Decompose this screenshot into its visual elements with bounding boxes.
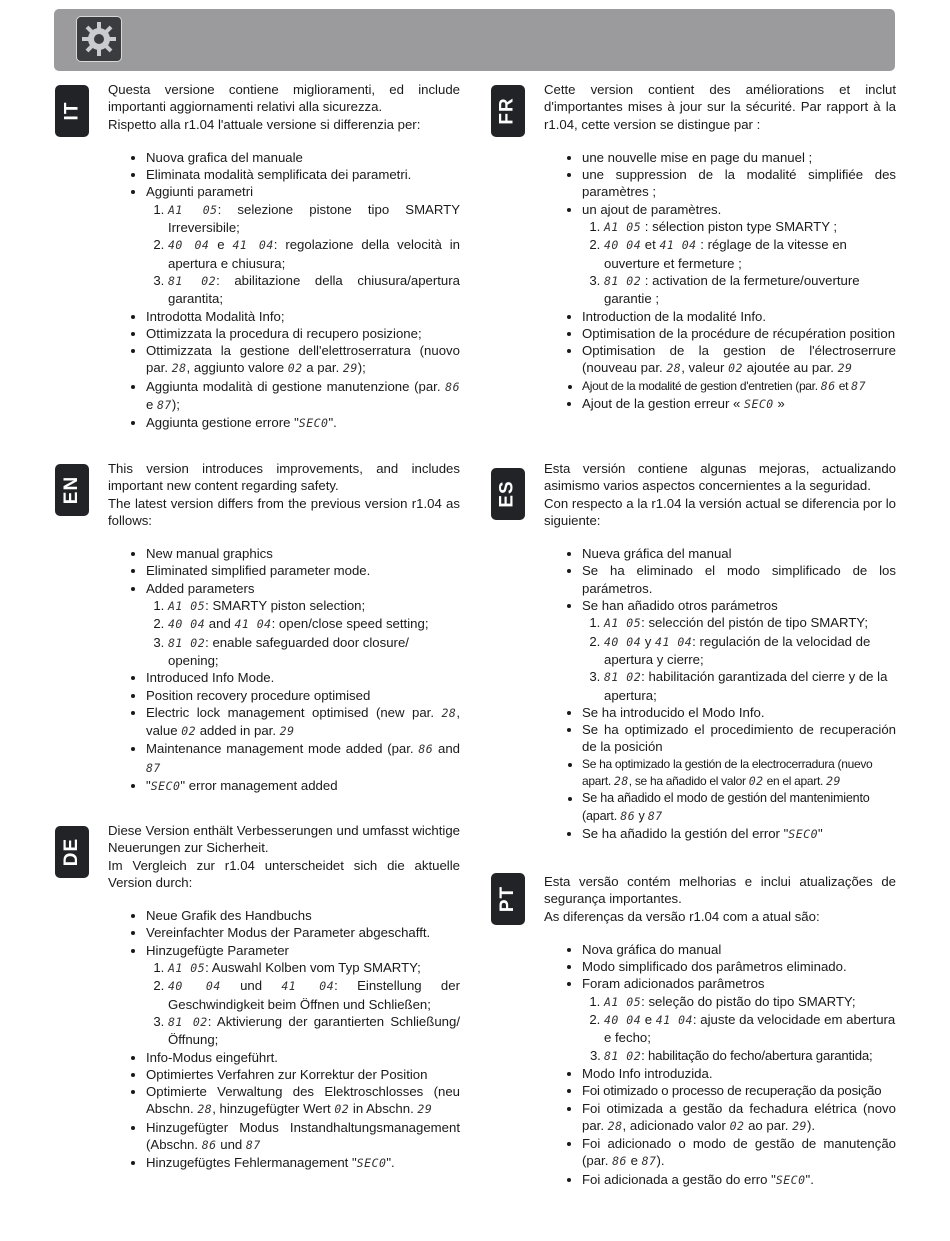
list-item: • New manual graphics — [146, 545, 460, 562]
intro-paragraph: Questa versione contiene miglioramenti, ed include importanti aggiornamenti relativi alla sicurezza. Rispetto alla r1.04 l'attuale versione si differenzia per: — [108, 82, 460, 132]
list-item: 3. 81 02: enable safeguarded door closure/ opening; — [168, 634, 460, 670]
parameters-sublist — [146, 959, 460, 1048]
list-item: 1. A1 05: selezione pistone tipo SMARTY Irreversibile; — [168, 201, 460, 237]
list-item: • Electric lock management optimised (new par. 28, value 02 added in par. 29 — [146, 704, 460, 741]
section-pt — [544, 873, 896, 1189]
list-item: • Se ha introducido el Modo Info. — [582, 704, 896, 721]
list-item: 2. 40 04 and 41 04: open/close speed setting; — [168, 615, 460, 633]
list-item: • Maintenance management mode added (par. 86 and 87 — [146, 740, 460, 777]
changes-list — [544, 941, 896, 1189]
list-item: • Introduction de la modalité Info. — [582, 308, 896, 325]
list-item: • Info-Modus eingeführt. — [146, 1049, 460, 1066]
list-item: • Hinzugefügtes Fehlermanagement "SEC0". — [146, 1154, 460, 1172]
language-tab-it: IT — [55, 85, 89, 137]
list-item: • Optimierte Verwaltung des Elektroschlosses (neu Abschn. 28, hinzugefügter Wert 02 in Abschn. 29 — [146, 1083, 460, 1119]
list-item: • Foi otimizada a gestão da fechadura elétrica (novo par. 28, adicionado valor 02 ao par. 29). — [582, 1100, 896, 1136]
list-item: • Neue Grafik des Handbuchs — [146, 907, 460, 924]
list-item: 1. A1 05: SMARTY piston selection; — [168, 597, 460, 615]
list-item: • Foi adicionado o modo de gestão de manutenção (par. 86 e 87). — [582, 1135, 896, 1171]
list-item: 1. A1 05: Auswahl Kolben vom Typ SMARTY; — [168, 959, 460, 977]
list-item: • Nueva gráfica del manual — [582, 545, 896, 562]
intro-paragraph: Esta versão contém melhorias e inclui atualizações de segurança importantes. As diferenças da versão r1.04 com a atual são: — [544, 874, 896, 924]
list-item: • Foi otimizado o processo de recuperação da posição — [582, 1082, 896, 1099]
list-item: • Se ha optimizado el procedimiento de recuperación de la posición — [582, 721, 896, 756]
list-item: • Ottimizzata la gestione dell'elettroserratura (nuovo par. 28, aggiunto valore 02 a par. 29); — [146, 342, 460, 378]
list-item: 3. 81 02: abilitazione della chiusura/apertura garantita; — [168, 272, 460, 308]
language-tab-es: ES — [491, 468, 525, 520]
list-item: • une nouvelle mise en page du manuel ; — [582, 149, 896, 166]
parameters-sublist — [146, 201, 460, 308]
section-es — [544, 460, 896, 843]
intro-paragraph: Diese Version enthält Verbesserungen und umfasst wichtige Neuerungen zur Sicherheit. Im Vergleich zur r1.04 unterscheidet sich die aktuelle Version durch: — [108, 823, 460, 890]
list-item: • Ajout de la gestion erreur « SEC0 » — [582, 395, 896, 413]
changes-list — [108, 907, 460, 1172]
parameters-sublist — [146, 597, 460, 669]
list-item: 2. 40 04 et 41 04 : réglage de la vitesse en ouverture et fermeture ; — [604, 236, 896, 272]
list-item: 2. 40 04 und 41 04: Einstellung der Geschwindigkeit beim Öffnen und Schließen; — [168, 977, 460, 1013]
list-item: • Eliminata modalità semplificata dei parametri. — [146, 166, 460, 183]
list-item: • Position recovery procedure optimised — [146, 687, 460, 704]
list-item: 2. 40 04 y 41 04: regulación de la velocidad de apertura y cierre; — [604, 633, 896, 669]
list-item: • Nuova grafica del manuale — [146, 149, 460, 166]
section-de — [108, 822, 460, 1173]
list-item: • Aggiunta gestione errore "SEC0". — [146, 414, 460, 432]
language-tab-fr: FR — [491, 85, 525, 137]
list-item: • Introdotta Modalità Info; — [146, 308, 460, 325]
list-item: • Foram adicionados parâmetros 1. A1 05: seleção do pistão do tipo SMARTY; 2. 40 04 e 41 04: ajuste da velocidade em abertura e fecho; 3. 81 02: habilitação do fecho/abertura garantida; — [582, 975, 896, 1064]
parameters-sublist — [582, 218, 896, 307]
language-tab-en: EN — [55, 464, 89, 516]
intro-paragraph: Esta versión contiene algunas mejoras, actualizando asimismo varios aspectos concernientes a la seguridad. Con respecto a la r1.04 la versión actual se diferencia por lo siguiente: — [544, 461, 896, 528]
list-item: 1. A1 05: selección del pistón de tipo SMARTY; — [604, 614, 896, 632]
intro-paragraph: Cette version contient des améliorations et inclut d'importantes mises à jour sur la sécurité. Par rapport à la r1.04, cette version se distingue par : — [544, 82, 896, 132]
list-item: • Aggiunti parametri 1. A1 05: selezione pistone tipo SMARTY Irreversibile; 2. 40 04 e 41 04: regolazione della velocità in apertura e chiusura; 3. 81 02: abilitazione della chiusura/apertura garantita; — [146, 183, 460, 307]
list-item: • Ajout de la modalité de gestion d'entretien (par. 86 et 87 — [582, 378, 896, 395]
language-tab-de: DE — [55, 826, 89, 878]
list-item: • "SEC0" error management added — [146, 777, 460, 795]
list-item: • Optimisation de la gestion de l'électroserrure (nouveau par. 28, valeur 02 ajoutée au par. 29 — [582, 342, 896, 378]
changes-list — [108, 545, 460, 795]
list-item: • Added parameters 1. A1 05: SMARTY piston selection; 2. 40 04 and 41 04: open/close speed setting; 3. 81 02: enable safeguarded door closure/ opening; — [146, 580, 460, 669]
list-item: 1. A1 05 : sélection piston type SMARTY ; — [604, 218, 896, 236]
list-item: • Aggiunta modalità di gestione manutenzione (par. 86 e 87); — [146, 378, 460, 415]
section-it — [108, 81, 460, 433]
list-item: • Introduced Info Mode. — [146, 669, 460, 686]
list-item: • Optimiertes Verfahren zur Korrektur der Position — [146, 1066, 460, 1083]
intro-paragraph: This version introduces improvements, and includes important new content regarding safety. The latest version differs from the previous version r1.04 as follows: — [108, 461, 460, 528]
list-item: • Ottimizzata la procedura di recupero posizione; — [146, 325, 460, 342]
parameters-sublist — [582, 993, 896, 1065]
list-item: • Se ha añadido la gestión del error "SEC0" — [582, 825, 896, 843]
page-header-bar — [54, 9, 895, 71]
list-item: 2. 40 04 e 41 04: ajuste da velocidade em abertura e fecho; — [604, 1011, 896, 1047]
list-item: 3. 81 02: habilitação do fecho/abertura garantida; — [604, 1047, 896, 1065]
changes-list — [544, 149, 896, 413]
list-item: 1. A1 05: seleção do pistão do tipo SMARTY; — [604, 993, 896, 1011]
list-item: • Optimisation de la procédure de récupération position — [582, 325, 896, 342]
list-item: • Se ha optimizado la gestión de la electrocerradura (nuevo apart. 28, se ha añadido el valor 02 en el apart. 29 — [582, 756, 896, 791]
list-item: • Nova gráfica do manual — [582, 941, 896, 958]
list-item: • Se ha eliminado el modo simplificado de los parámetros. — [582, 562, 896, 597]
list-item: 3. 81 02: Aktivierung der garantierten Schließung/Öffnung; — [168, 1013, 460, 1049]
list-item: • Modo simplificado dos parâmetros eliminado. — [582, 958, 896, 975]
section-fr — [544, 81, 896, 413]
list-item: • Modo Info introduzida. — [582, 1065, 896, 1082]
list-item: 3. 81 02 : activation de la fermeture/ouverture garantie ; — [604, 272, 896, 308]
section-en — [108, 460, 460, 795]
list-item: • Se ha añadido el modo de gestión del mantenimiento (apart. 86 y 87 — [582, 790, 896, 825]
list-item: • Vereinfachter Modus der Parameter abgeschafft. — [146, 924, 460, 941]
gear-icon — [76, 16, 122, 62]
language-tab-pt: PT — [491, 873, 525, 925]
list-item: 3. 81 02: habilitación garantizada del cierre y de la apertura; — [604, 668, 896, 704]
list-item: • Se han añadido otros parámetros 1. A1 05: selección del pistón de tipo SMARTY; 2. 40 04 y 41 04: regulación de la velocidad de apertura y cierre; 3. 81 02: habilitación garantizada del cierre y de la apertura; — [582, 597, 896, 704]
list-item: • Hinzugefügter Modus Instandhaltungsmanagement (Abschn. 86 und 87 — [146, 1119, 460, 1155]
list-item: • Eliminated simplified parameter mode. — [146, 562, 460, 579]
changes-list — [108, 149, 460, 433]
list-item: 2. 40 04 e 41 04: regolazione della velocità in apertura e chiusura; — [168, 236, 460, 272]
parameters-sublist — [582, 614, 896, 703]
list-item: • Foi adicionada a gestão do erro "SEC0". — [582, 1171, 896, 1189]
list-item: • une suppression de la modalité simplifiée des paramètres ; — [582, 166, 896, 201]
list-item: • un ajout de paramètres. 1. A1 05 : sélection piston type SMARTY ; 2. 40 04 et 41 04 : réglage de la vitesse en ouverture et fermeture ; 3. 81 02 : activation de la fermeture/ouverture garantie ; — [582, 201, 896, 308]
list-item: • Hinzugefügte Parameter 1. A1 05: Auswahl Kolben vom Typ SMARTY; 2. 40 04 und 41 04: Einstellung der Geschwindigkeit beim Öffnen und Schließen; 3. 81 02: Aktivierung der garantierten Schließung/Öffnung; — [146, 942, 460, 1049]
changes-list — [544, 545, 896, 843]
